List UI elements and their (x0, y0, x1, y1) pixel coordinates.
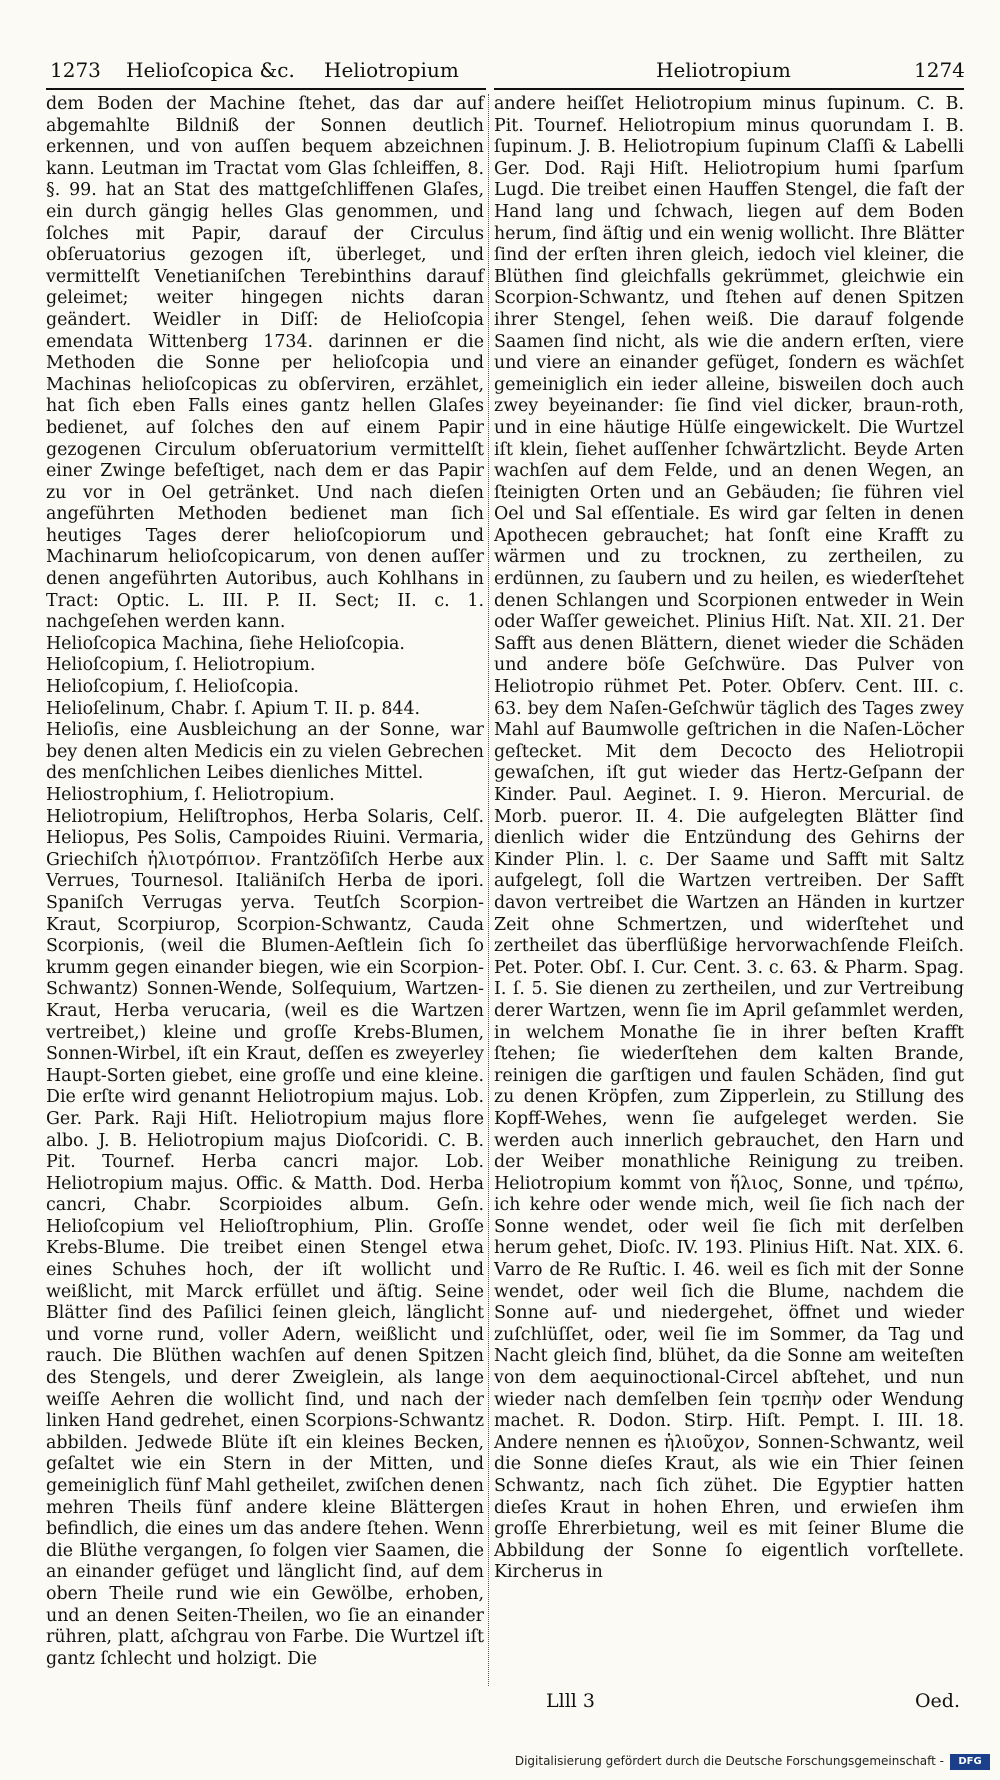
left-column (46, 94, 484, 1670)
left-page-number: 1273 (50, 58, 101, 82)
page-header (44, 58, 1000, 88)
header-rule-left (46, 88, 486, 90)
paragraph: dem Boden der Machine ſtehet, das dar auf abgemahlte Bildniß der Sonnen deutlich erkennen, und von auſſen bequem abzeichnen kann. Leutman im Tractat vom Glas ſchleiffen, 8. §. 99. hat an Stat des mattgeſchliffenen Glaſes, ein durch gängig helles Glas genommen, und ſolches mit Papir, darauf der Circulus obſeruatorius gezogen iſt, überleget, und vermittelſt Venetianiſchen Terebinthins darauf geleimet; weiter hingegen nichts daran geändert. Weidler in Diſſ: de Helioſcopia emendata Wittenberg 1734. darinnen er die Methoden die Sonne per helioſcopia und Machinas helioſcopicas zu obſerviren, erzählet, hat ſich eben Falls eines gantz hellen Glaſes bedienet, auf ſolches den auf einem Papir gezogenen Circulum obſeruatorium vermittelſt einer Zwinge befeſtiget, nach dem er das Papir zu vor in Oel getränket. Und nach dieſen angeführten Methoden bedienet man ſich heutiges Tages derer helioſcopiorum und Machinarum helioſcopicarum, von denen auſſer denen angeführten Autoribus, auch Kohlhans in Tract: Optic. L. III. P. II. Sect; II. c. 1. nachgeſehen werden kann. (46, 94, 484, 633)
right-column (494, 94, 964, 1584)
paragraph: Heliostrophium, ſ. Heliotropium. (46, 785, 335, 805)
paragraph: Helioſelinum, Chabr. ſ. Apium T. II. p. 844. (46, 698, 421, 719)
header-rule-right (494, 88, 964, 90)
paragraph: Helioſcopica Machina, ſiehe Helioſcopia. (46, 633, 405, 654)
paragraph: Helioſcopium, ſ. Helioſcopia. (46, 677, 299, 698)
paragraph: Helioſcopium, ſ. Heliotropium. (46, 655, 316, 676)
right-page-number: 1274 (914, 58, 965, 82)
dfg-logo: DFG (950, 1754, 990, 1770)
column-divider (488, 94, 489, 1686)
paragraph: Helioſis, eine Ausbleichung an der Sonne, war bey denen alten Medicis ein zu vielen Gebrechen des menſchlichen Leibes dienliches Mittel. (46, 720, 484, 784)
paragraph: Heliotropium, Heliſtrophos, Herba Solaris, Celſ. Heliopus, Pes Solis, Campoides Riuini. Vermaria, Griechiſch ἡλιοτρόπιον. Frantzöſiſch Herbe aux Verrues, Tournesol. Italiäniſch Herba de ipori. Spaniſch Verrugas yerva. Teutſch Scorpion-Kraut, Scorpiurop, Scorpion-Schwantz, Cauda Scorpionis, (weil die Blumen-Aeſtlein ſich ſo krumm gegen einander biegen, wie ein Scorpion-Schwantz) Sonnen-Wende, Solſequium, Wartzen-Kraut, Herba verucaria, (weil es die Wartzen vertreibet,) kleine und groſſe Krebs-Blumen, Sonnen-Wirbel, iſt ein Kraut, deſſen es zweyerley Haupt-Sorten giebet, eine groſſe und eine kleine. Die erſte wird genannt Heliotropium majus. Lob. Ger. Park. Raji Hiſt. Heliotropium majus flore albo. J. B. Heliotropium majus Dioſcoridi. C. B. Pit. Tournef. Herba cancri major. Lob. Heliotropium majus. Offic. & Matth. Dod. Herba cancri, Chabr. Scorpioides album. Geſn. Helioſcopium vel Helioſtrophium, Plin. Groſſe Krebs-Blume. Die treibet einen Stengel etwa eines Schuhes hoch, der iſt wollicht und weißlicht, mit Marck erfüllet und äſtig. Seine Blätter ſind des Paſilici ſeinen gleich, länglicht und vorne rund, voller Adern, weißlicht und rauch. Die Blüthen wachſen auf denen Spitzen des Stengels, und derer Zweiglein, als lange weiſſe Aehren die wollicht ſind, und nach der linken Hand gedrehet, einen Scorpions-Schwantz abbilden. Jedwede Blüte iſt ein kleines Becken, geſaltet wie ein Stern in der Mitten, und gemeiniglich fünf Mahl getheilet, zwiſchen denen mehren Theils fünf andere kleine Blättergen befindlich, die eines um das andere ſtehen. Wenn die Blüthe vergangen, ſo folgen vier Saamen, die an einander gefüget und länglicht ſind, auf dem obern Theile rund wie ein Gewölbe, erhoben, und an denen Seiten-Theilen, wo ſie an einander rühren, platt, aſchgrau von Farbe. Die Wurtzel iſt gantz ſchlecht und holzigt. Die (46, 806, 485, 1669)
paragraph: andere heiſſet Heliotropium minus ſupinum. C. B. Pit. Tournef. Heliotropium minus quorundam I. B. ſupinum. J. B. Heliotropium ſupinum Claſſi & Labelli Ger. Dod. Raji Hiſt. Heliotropium humi ſparſum Lugd. Die treibet einen Hauffen Stengel, die faſt der Hand lang und ſchwach, liegen auf dem Boden herum, ſind äſtig und ein wenig wollicht. Ihre Blätter ſind der erſten ihren gleich, iedoch viel kleiner, die Blüthen ſind gleichfalls gekrümmet, gleichwie ein Scorpion-Schwantz, und ſtehen auf denen Spitzen ihrer Stengel, ſehen weiß. Die darauf folgende Saamen ſind nicht, als wie die andern erſten, viere und viere an einander gefüget, ſondern es wächſet gemeiniglich ein ieder alleine, bisweilen doch auch zwey beyeinander: ſie ſind viel dicker, braun-roth, und in eine häutige Hülſe eingewickelt. Die Wurtzel iſt klein, ſiehet auſſenher ſchwärtzlicht. Beyde Arten wachſen auf dem Felde, und an denen Wegen, an ſteinigten Orten und an Gebäuden; ſie führen viel Oel und Sal eſſentiale. Es wird gar ſelten in denen Apothecen gebrauchet; hat ſonſt eine Krafft zu wärmen und zu trocknen, zu zertheilen, zu erdünnen, zu ſaubern und zu heilen, es wiederſtehet denen Schlangen und Scorpionen entweder in Wein oder Waſſer geweichet. Plinius Hiſt. Nat. XII. 21. Der Safft aus denen Blättern, dienet wieder die Schäden und andere böſe Geſchwüre. Das Pulver von Heliotropio rühmet Pet. Poter. Obſerv. Cent. III. c. 63. bey dem Naſen-Geſchwür täglich des Tages zwey Mahl auf Baumwolle geſtrichen in die Naſen-Löcher geſtecket. Mit dem Decocto des Heliotropii gewaſchen, iſt gut wieder das Hertz-Geſpann der Kinder. Paul. Aeginet. I. 9. Hieron. Mercurial. de Morb. pueror. II. 4. Die aufgelegten Blätter ſind dienlich wider die Entzündung des Gehirns der Kinder Plin. l. c. Der Saame und Safft mit Saltz aufgelegt, ſoll die Wartzen vertreiben. Der Safft davon vertreibet die Wartzen an Händen in kurtzer Zeit ohne Schmertzen, und widerſtehet und zertheilet das überflüßige hervorwachſende Fleiſch. Pet. Poter. Obſ. I. Cur. Cent. 3. c. 63. & Pharm. Spag. I. ſ. 5. Sie dienen zu zertheilen, und zur Vertreibung derer Wartzen, wenn ſie im April geſammlet werden, in welchem Monathe ſie in ihrer beſten Krafft ſtehen; ſie wiederſtehen dem kalten Brande, reinigen die garſtigen und faulen Schäden, ſind gut zu denen Kröpfen, zum Zipperlein, zu Stillung des Kopff-Wehes, wenn ſie aufgeleget werden. Sie werden auch innerlich gebrauchet, den Harn und der Weiber monathliche Reinigung zu treiben. Heliotropium kommt von ἥλιος, Sonne, und τρέπω, ich kehre oder wende mich, weil ſie ſich nach der Sonne wendet, oder weil ſie ſich mit derſelben herum gehet, Dioſc. IV. 193. Plinius Hiſt. Nat. XIX. 6. Varro de Re Ruſtic. I. 46. weil es ſich mit der Sonne wendet, oder weil ſich die Blume, nachdem die Sonne auf- und niedergehet, öffnet und wieder zuſchlüſſet, oder, weil ſie im Sommer, da Tag und Nacht gleich ſind, blühet, da die Sonne am weiteſten von dem aequinoctional-Circel abſtehet, und nun wieder nach demſelben ſein τρεπὴν oder Wendung machet. R. Dodon. Stirp. Hiſt. Pempt. I. III. 18. Andere nennen es ἡλιοῦχον, Sonnen-Schwantz, weil die Sonne dieſes Kraut, als wie ein Thier ſeinen Schwantz, nach ſich zühet. Die Egyptier hatten dieſes Kraut in hohen Ehren, und erwieſen ihm groſſe Ehrerbietung, weil es mit ſeiner Blume die Abbildung der Sonne ſo eigentlich vorſtellete. Kircherus in (494, 94, 964, 1583)
signature-mark: Llll 3 (546, 1690, 595, 1712)
right-running-title: Heliotropium (656, 58, 791, 82)
catchword: Oed. (914, 1690, 960, 1712)
digitization-note: Digitalisierung gefördert durch die Deutsche Forschungsgemeinschaft - (514, 1754, 944, 1768)
left-running-title-2: Heliotropium (324, 58, 459, 82)
left-running-title-1: Helioſcopica &c. (126, 58, 295, 82)
